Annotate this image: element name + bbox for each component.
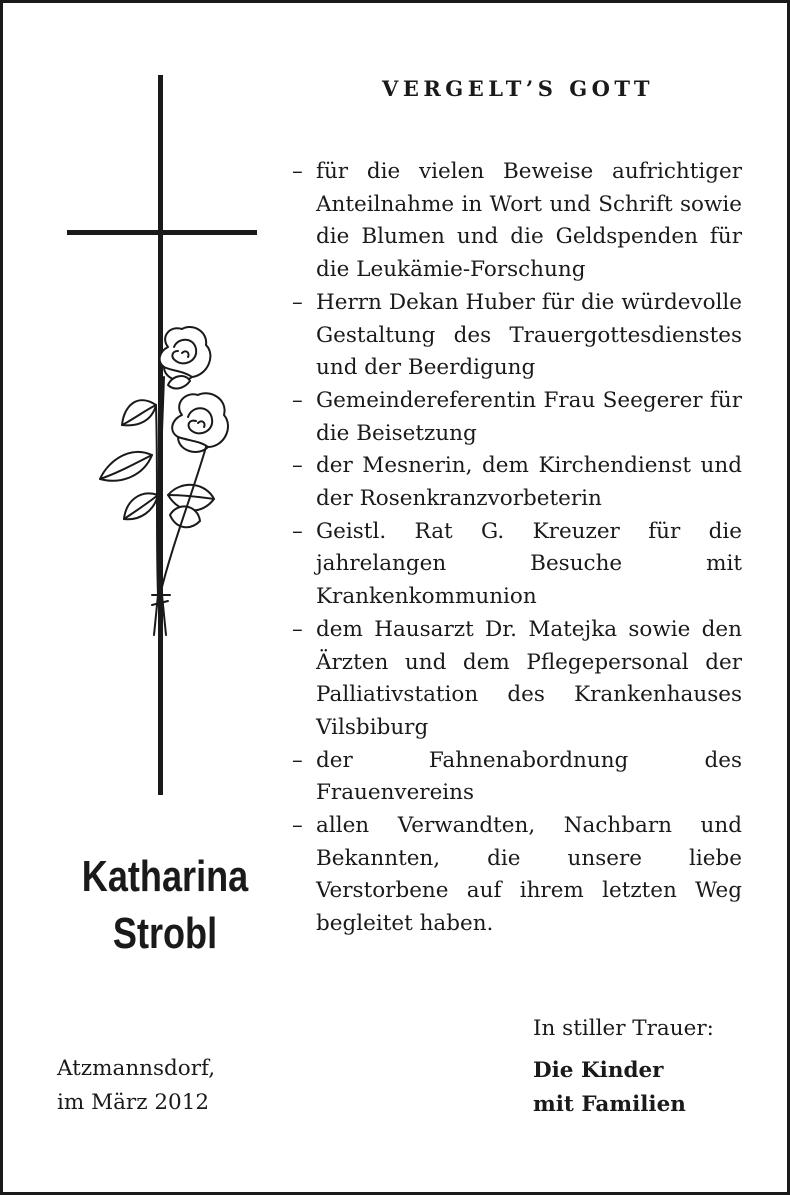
last-name: Strobl [112, 909, 218, 958]
dash: – [292, 159, 303, 184]
place-and-date [57, 1052, 215, 1120]
list-item-text: Geistl. Rat G. Kreuzer für die jahrelangen Besuche mit Krankenkommunion [316, 518, 742, 610]
list-item-text: der Mesnerin, dem Kirchendienst und der Rosenkranzvorbeterin [316, 453, 742, 512]
town: Atzmannsdorf, [57, 1056, 216, 1081]
signature [533, 1012, 714, 1122]
list-item-text: für die vielen Beweise aufrichtiger Anteilnahme in Wort und Schrift sowie die Blumen und die Geldspenden für die Leukämie-Forschung [316, 159, 742, 283]
dash: – [292, 616, 303, 642]
dash: – [292, 813, 303, 839]
cross-icon [60, 75, 270, 805]
list-item [292, 614, 742, 745]
dash: – [292, 387, 303, 413]
list-item [292, 156, 742, 287]
rose-bouquet-icon [100, 327, 228, 635]
signature-intro: In stiller Trauer: [533, 1016, 714, 1041]
list-item-text: der Fahnenabordnung des Frauenvereins [316, 747, 742, 806]
dash: – [292, 747, 303, 773]
list-item [292, 385, 742, 450]
list-item [292, 745, 742, 810]
dash: – [292, 289, 303, 315]
list-item [292, 516, 742, 614]
list-item-text: dem Hausarzt Dr. Matejka sowie den Ärzten und dem Pflegepersonal der Palliativstation des Krankenhauses Vilsbiburg [316, 616, 742, 740]
dash: – [292, 453, 303, 479]
thanks-list [292, 156, 742, 941]
deceased-name [63, 848, 268, 962]
signature-line-1: Die Kinder [533, 1058, 664, 1083]
page-title: VERGELT’S GOTT [382, 76, 654, 101]
list-item-text: Herrn Dekan Huber für die würdevolle Gestaltung des Trauergottesdienstes und der Beerdigung [316, 289, 742, 381]
date: im März 2012 [57, 1090, 210, 1115]
signature-line-2: mit Familien [533, 1092, 686, 1117]
list-item [292, 810, 742, 941]
list-item [292, 450, 742, 515]
dash: – [292, 518, 303, 544]
list-item-text: allen Verwandten, Nachbarn und Bekannten, die unsere liebe Verstorbene auf ihrem letzten Weg begleitet haben. [316, 813, 742, 937]
list-item-text: Gemeindereferentin Frau Seegerer für die Beisetzung [316, 387, 742, 446]
list-item [292, 287, 742, 385]
first-name: Katharina [81, 852, 249, 901]
